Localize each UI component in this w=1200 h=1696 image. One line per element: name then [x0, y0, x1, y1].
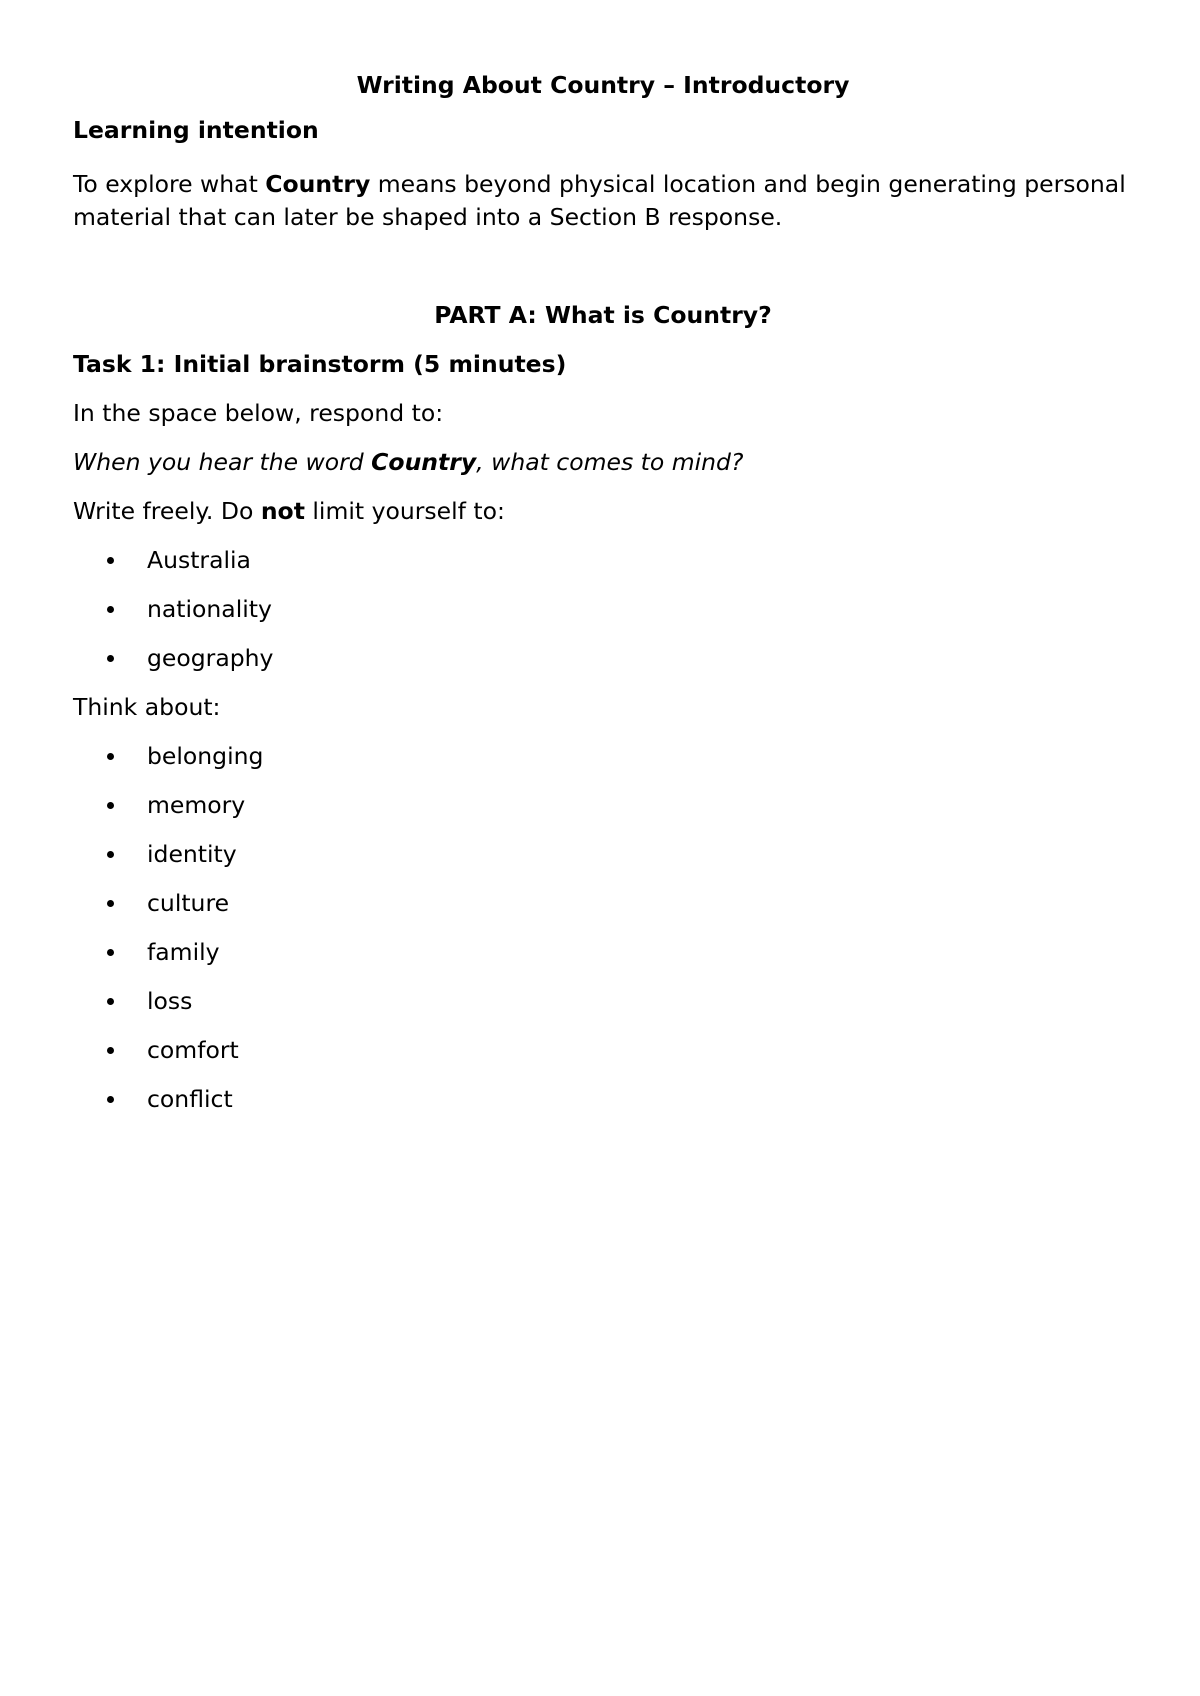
list-item-text: family	[147, 938, 220, 966]
write-freely-instruction	[73, 497, 505, 526]
question-suffix: , what comes to mind?	[476, 448, 744, 476]
bullet-icon	[107, 1047, 114, 1054]
list-item-text: comfort	[147, 1036, 239, 1064]
bullet-icon	[107, 802, 114, 809]
list-item-text: conflict	[147, 1085, 233, 1113]
list-item-text: geography	[147, 644, 274, 672]
bullet-icon	[107, 1096, 114, 1103]
bullet-icon	[107, 606, 114, 613]
list-item-text: memory	[147, 791, 246, 819]
bullet-icon	[107, 557, 114, 564]
intention-country-bold: Country	[265, 170, 371, 198]
write-freely-prefix: Write freely. Do	[73, 497, 261, 525]
intention-prefix: To explore what	[73, 170, 266, 198]
write-freely-not-bold: not	[260, 497, 305, 525]
list-item-text: culture	[147, 889, 230, 917]
list-item-text: nationality	[147, 595, 272, 623]
learning-intention-text	[73, 168, 1143, 234]
bullet-icon	[107, 851, 114, 858]
question-country-bold: Country	[371, 448, 477, 476]
respond-prompt: In the space below, respond to:	[73, 399, 444, 427]
list-item-text: belonging	[147, 742, 264, 770]
think-about-label: Think about:	[73, 693, 221, 721]
list-item-text: identity	[147, 840, 237, 868]
list-item-text: loss	[147, 987, 193, 1015]
bullet-icon	[107, 998, 114, 1005]
list-item-text: Australia	[147, 546, 251, 574]
document-title: Writing About Country – Introductory	[356, 71, 850, 99]
intention-suffix: means beyond physical location and begin generating personal material that can later be shaped into a Section B response.	[73, 170, 1126, 231]
write-freely-suffix: limit yourself to:	[304, 497, 505, 525]
task1-heading: Task 1: Initial brainstorm (5 minutes)	[73, 350, 567, 378]
learning-intention-heading: Learning intention	[73, 116, 319, 144]
brainstorm-question	[73, 448, 743, 477]
bullet-icon	[107, 655, 114, 662]
bullet-icon	[107, 949, 114, 956]
bullet-icon	[107, 900, 114, 907]
question-prefix: When you hear the word	[73, 448, 372, 476]
part-a-title: PART A: What is Country?	[434, 301, 772, 329]
bullet-icon	[107, 753, 114, 760]
